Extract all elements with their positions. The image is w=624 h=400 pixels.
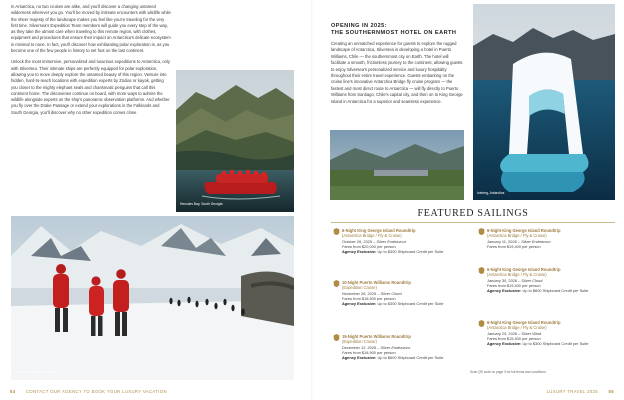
sailing-card[interactable]: 10-Night Puerto Williams Roundtrip (Expedition Cruise) November 26, 2025 – Silver Cloud Fares from $16,500 per person Agency Exclusive: Up to $300 Shipboard Credit per Suite <box>333 280 465 307</box>
sailing-ship: Silver Wind <box>521 330 542 336</box>
sailing-name: 10-Night Puerto Williams Roundtrip <box>342 280 411 285</box>
crest-icon <box>333 280 340 287</box>
crest-icon <box>333 334 340 341</box>
sailing-route: (Expedition Cruise) <box>342 285 377 291</box>
article-body: Creating an unmatched experience for guests to explore the rugged landscape of Antarctica, Silversea is developing a hotel in Puerto Williams, Chile — the southernmost city on Earth. The hotel will facilitate a smooth, frictionless journey to the continent, allowing guests to enjoy Silversea's personalized service and luxury hospitality throughout their entire travel experience. Guests embarking on the cruise line's innovative Antarctica Bridge fly cruise program — the fastest and most direct route to Antarctica — will fly directly to Puerto Williams from Santiago, Chile's capital city, and then on to King George Island in Antarctica for a superior and seamless experience. <box>331 41 463 104</box>
sailing-ship: Silver Endeavour <box>521 238 551 244</box>
headline-line-2: THE SOUTHERNMOST HOTEL ON EARTH <box>331 30 457 37</box>
iceberg-caption: Iceberg, Antarctica <box>477 191 505 195</box>
sailing-ship: Silver Cloud <box>380 290 402 296</box>
sailing-perk: Up to $300 Shipboard Credit per Suite <box>377 301 444 307</box>
sailing-perk-label: Agency Exclusive: <box>487 288 522 294</box>
featured-sailings-title: FEATURED SAILINGS <box>417 208 529 219</box>
left-paragraph-2: Unlock the most immersive, personalized and luxurious expeditions to Antarctica, only with Silversea. Their intimate ships are perfectly equipped for polar exploration, allowing you to move deeply explore the untamed beauty of this region. Venture into hidden, hard-to-reach locations with expedition experts by Zodiac or kayak, getting you closer to the mighty elephant seals and charismatic penguins that call this continent home. The discoveries continue on board, with more ways to admire the wildlife alongside experts on the ship's panoramic observation platforms. And whether you fly over the Drake Passage or extend your explorations in the Falklands and South Georgia, you'll discover why no other expedition comes close. <box>11 59 170 115</box>
penguins-caption: Expedition Guides, Antarctica <box>15 370 59 374</box>
sailing-card[interactable]: 15-Night Puerto Williams Roundtrip (Expedition Cruise) December 12, 2025 – Silver Endeavour Fares from $18,900 per person Agency Exclusive: Up to $600 Shipboard Credit per Suite <box>333 334 465 361</box>
sailing-date: December 12, 2025 <box>342 344 377 350</box>
crest-icon <box>478 320 485 327</box>
crest-icon <box>478 228 485 235</box>
headline-line-1: OPENING IN 2025: <box>331 23 388 29</box>
hotel-illustration <box>330 130 464 200</box>
sailing-name: 6-Night King George Island Roundtrip <box>487 320 561 325</box>
page-gutter <box>311 0 313 400</box>
featured-rule <box>331 222 615 223</box>
sailing-date: October 26, 2025 <box>342 238 373 244</box>
sailing-ship: Silver Endeavour <box>376 238 407 244</box>
article-headline <box>331 23 456 37</box>
sailing-fare: Fares from $19,400 per person <box>487 283 541 289</box>
iceberg-illustration <box>473 4 615 200</box>
sailing-card[interactable]: 6-Night King George Island Roundtrip (Antarctica Bridge / Fly & Cruise) January 29, 2026 – Silver Wind Fares from $15,400 per person Agency Exclusive: Up to $300 Shipboard Credit per Suite <box>478 320 610 347</box>
sailing-card[interactable]: 6-Night King George Island Roundtrip (Antarctica Bridge / Fly & Cruise) January 30, 2026 – Silver Cloud Fares from $19,400 per person Agency Exclusive: Up to $600 Shipboard Credit per Suite <box>478 267 610 294</box>
sailing-perk: Up to $300 Shipboard Credit per Suite <box>377 249 444 255</box>
sailing-route: (Antarctica Bridge / Fly & Cruise) <box>342 233 402 239</box>
sailing-perk: Up to $600 Shipboard Credit per Suite <box>377 355 444 361</box>
sailing-date: January 11, 2026 <box>487 238 517 244</box>
sailing-route: (Antarctica Bridge / Fly & Cruise) <box>487 325 547 331</box>
sailing-fare: Fares from $18,900 per person <box>342 350 396 356</box>
sailing-perk: Up to $600 Shipboard Credit per Suite <box>522 288 589 294</box>
sailing-route: (Antarctica Bridge / Fly & Cruise) <box>487 233 547 239</box>
iceberg-photo <box>473 4 615 200</box>
sailing-perk-label: Agency Exclusive: <box>487 341 522 347</box>
right-footer-text: LUXURY TRAVEL 2025 <box>546 389 598 394</box>
sailing-ship: Silver Endeavour <box>380 344 411 350</box>
crest-icon <box>333 228 340 235</box>
sailing-fare: Fares from $15,400 per person <box>487 336 541 342</box>
crest-icon <box>478 267 485 274</box>
fjord-zodiac-illustration <box>176 70 294 212</box>
sailing-name: 6-Night King George Island Roundtrip <box>487 228 561 233</box>
sailing-name: 6-Night King George Island Roundtrip <box>487 267 561 272</box>
sailing-perk-label: Agency Exclusive: <box>342 249 377 255</box>
left-footer-text: CONTACT OUR AGENCY TO BOOK YOUR LUXURY VACATION <box>26 389 167 394</box>
right-page-number: 55 <box>608 389 614 394</box>
sailing-ship: Silver Cloud <box>521 277 543 283</box>
sailing-card[interactable]: 6-Night King George Island Roundtrip (Antarctica Bridge / Fly & Cruise) January 11, 2026 – Silver Endeavour Fares from $19,400 per person <box>478 228 610 249</box>
penguin-scene-illustration <box>11 216 294 380</box>
fjord-zodiac-photo <box>176 70 294 212</box>
terms-footnote: Scan QR code on page 3 for full terms and conditions. <box>470 370 547 374</box>
hotel-photo <box>330 130 464 200</box>
sailing-fare: Fares from $20,000 per person <box>342 244 396 250</box>
sailing-card[interactable]: 6-Night King George Island Roundtrip (Antarctica Bridge / Fly & Cruise) October 26, 2025 – Silver Endeavour Fares from $20,000 per person Agency Exclusive: Up to $300 Shipboard Credit per Suite <box>333 228 465 255</box>
left-paragraph-1: In Antarctica, no two cruises are alike, and you'll discover a changing untamed wilderness wherever you go. You'll be moved by intimate encounters with wildlife while the sheer majesty of the landscape makes you feel like you're traveling for the very first time. Silversea's Expedition Team members will guide you every step of the way, as they take the utmost care when traveling to this remote region, with clothes, equipment and procedures that ensure their impact on Antarctica's delicate ecosystem is minimal to none. In fact, you'll discover how exhilarating polar exploration is, as you become one of the few people in history to set foot on the last continent. <box>11 4 171 54</box>
left-article-text <box>11 4 171 121</box>
sailing-date: January 29, 2026 <box>487 330 518 336</box>
sailing-fare: Fares from $19,400 per person <box>487 244 541 250</box>
fjord-caption: Hercules Bay, South Georgia <box>180 202 223 206</box>
sailing-perk-label: Agency Exclusive: <box>342 355 377 361</box>
sailing-perk-label: Agency Exclusive: <box>342 301 377 307</box>
sailing-date: November 26, 2025 <box>342 290 377 296</box>
sailing-name: 15-Night Puerto Williams Roundtrip <box>342 334 411 339</box>
sailing-perk: Up to $300 Shipboard Credit per Suite <box>522 341 589 347</box>
sailing-route: (Expedition Cruise) <box>342 339 377 345</box>
sailing-fare: Fares from $16,500 per person <box>342 296 396 302</box>
sailing-date: January 30, 2026 <box>487 277 518 283</box>
sailing-name: 6-Night King George Island Roundtrip <box>342 228 416 233</box>
page-footer <box>0 384 624 400</box>
sailing-route: (Antarctica Bridge / Fly & Cruise) <box>487 272 547 278</box>
left-page-number: 54 <box>10 389 16 394</box>
penguin-colony-photo <box>11 216 294 380</box>
